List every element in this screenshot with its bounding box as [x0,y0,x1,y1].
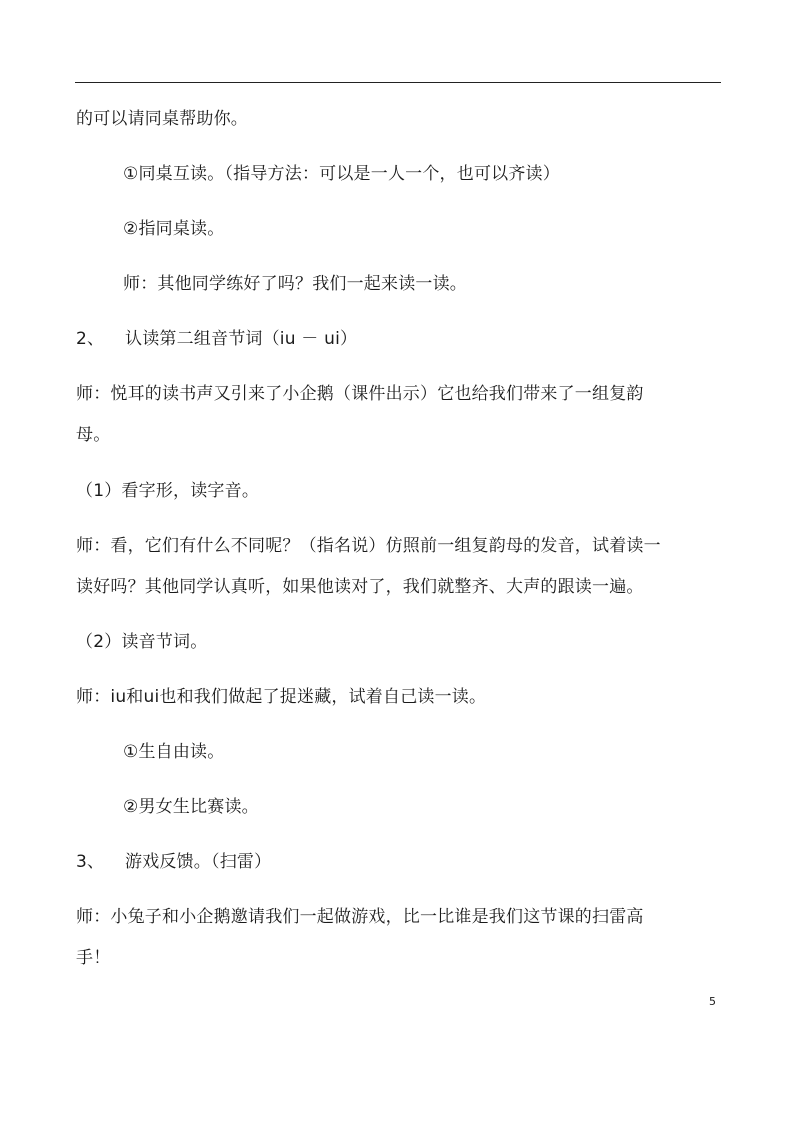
header-rule [75,82,721,83]
list-number: 3、 [76,852,105,872]
paragraph-line: 师：iu和ui也和我们做起了捉迷藏，试着自己读一读。 [76,687,487,707]
section-heading: 游戏反馈。（扫雷） [125,852,272,872]
paragraph-line: 母。 [76,425,111,445]
paragraph-line: 师：悦耳的读书声又引来了小企鹅（课件出示）它也给我们带来了一组复韵 [76,384,644,404]
paragraph-line: ①同桌互读。（指导方法：可以是一人一个，也可以齐读） [123,164,560,184]
list-number: 2、 [76,329,105,349]
paragraph-line: 的可以请同桌帮助你。 [76,109,248,129]
paragraph-line: 师：小兔子和小企鹅邀请我们一起做游戏，比一比谁是我们这节课的扫雷高 [76,907,644,927]
paragraph-line: （2）读音节词。 [76,632,208,652]
paragraph-line: 师：看，它们有什么不同呢？（指名说）仿照前一组复韵母的发音，试着读一 [76,536,661,556]
paragraph-line: ①生自由读。 [123,742,225,762]
paragraph-line: 读好吗？其他同学认真听，如果他读对了，我们就整齐、大声的跟读一遍。 [76,577,644,597]
paragraph-line: ②男女生比赛读。 [123,797,259,817]
page-number: 5 [709,995,716,1008]
paragraph-line: （1）看字形，读字音。 [76,481,260,501]
paragraph-line: 手！ [76,948,111,968]
paragraph-line: 师：其他同学练好了吗？我们一起来读一读。 [123,274,467,294]
paragraph-line: ②指同桌读。 [123,219,225,239]
section-heading: 认读第二组音节词（iu － ui） [125,329,358,349]
